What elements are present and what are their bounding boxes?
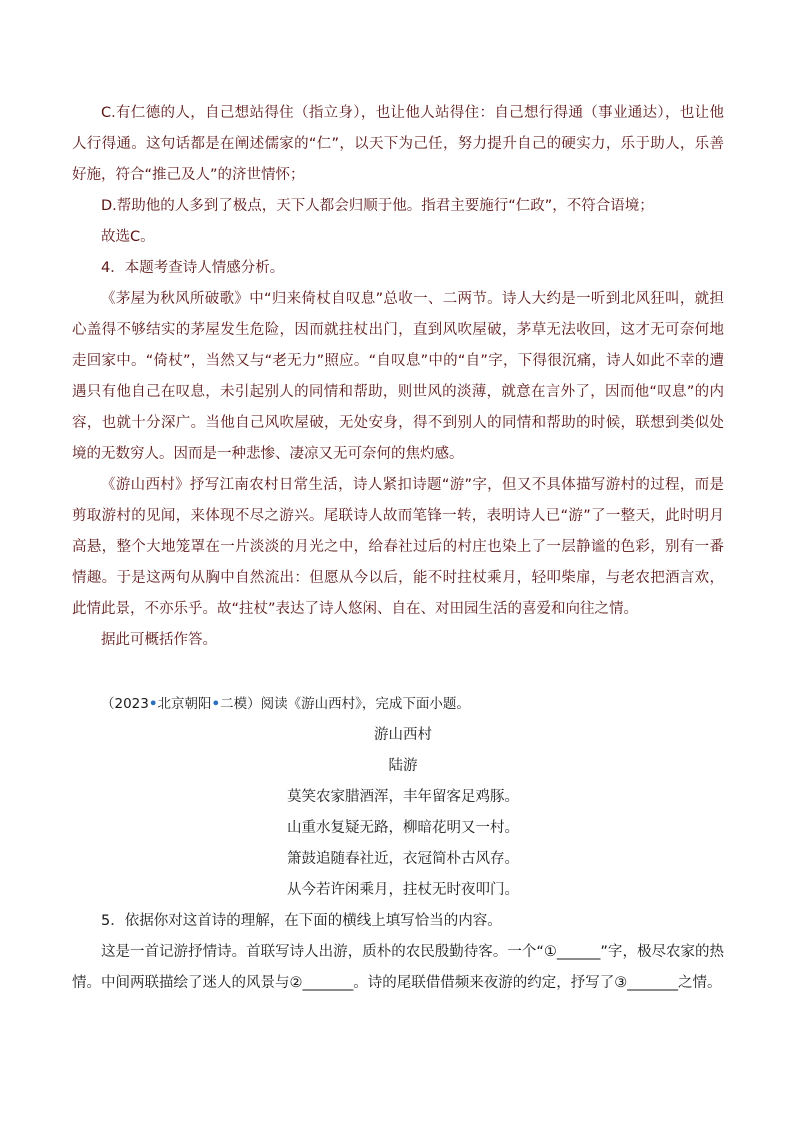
source-place: 北京朝阳 — [157, 696, 212, 712]
document-page — [72, 98, 724, 999]
q5-body-c: 。诗的尾联借借频来夜游的约定，抒写了 — [353, 975, 615, 991]
q4-closing: 据此可概括作答。 — [101, 632, 217, 648]
option-d-text: D.帮助他的人多到了极点，天下人都会归顺于他。指君主要施行“仁政”，不符合语境； — [101, 198, 654, 214]
poem-line-2: 山重水复疑无路，柳暗花明又一村。 — [287, 820, 519, 836]
question-source-line — [72, 689, 724, 720]
question-prompt: 阅读《游山西村》，完成下面小题。 — [260, 696, 470, 712]
section-gap — [72, 656, 724, 689]
q5-blank-3[interactable]: ③_______ — [614, 975, 678, 991]
q5-body-d: 之情。 — [678, 975, 722, 991]
poem-line-3: 箫鼓追随春社近，衣冠简朴古风存。 — [287, 851, 519, 867]
q5-body-a: 这是一首记游抒情诗。首联写诗人出游，质朴的农民殷勤待客。一个“ — [101, 944, 544, 960]
answer-conclusion: 故选C。 — [101, 229, 155, 245]
q5-header: 5．依据你对这首诗的理解，在下面的横线上填写恰当的内容。 — [101, 913, 502, 929]
source-open: （2023 — [101, 696, 149, 712]
q5-blank-1[interactable]: ①______ — [543, 944, 601, 960]
q4-analysis-paragraph-1: 《茅屋为秋风所破歌》中“归来倚杖自叹息”总收一、二两节。诗人大约是一听到北风狂叫，就担心盖得不够结实的茅屋发生危险，因而就拄杖出门，直到风吹屋破，茅草无法收回，这才无可奈何地走回家中。“倚杖”，当然又与“老无力”照应。“自叹息”中的“自”字，下得很沉痛，诗人如此不幸的遭遇只有他自己在叹息，未引起别人的同情和帮助，则世风的淡薄，就意在言外了，因而他“叹息”的内容，也就十分深广。当他自己风吹屋破，无处安身，得不到别人的同情和帮助的时候，联想到类似处境的无数穷人。因而是一种悲惨、凄凉又无可奈何的焦灼感。 — [72, 291, 724, 462]
q5-blank-2[interactable]: ②_______ — [289, 975, 354, 991]
poem-line-1: 莫笑农家腊酒浑，丰年留客足鸡豚。 — [287, 789, 519, 805]
q4-header: 4．本题考查诗人情感分析。 — [101, 260, 285, 276]
source-dot-2: • — [211, 696, 221, 712]
q4-analysis-paragraph-2: 《游山西村》抒写江南农村日常生活，诗人紧扣诗题“游”字，但又不具体描写游村的过程，而是剪取游村的见闻，来体现不尽之游兴。尾联诗人故而笔锋一转，表明诗人已“游”了一整天，此时明月高悬，整个大地笼罩在一片淡淡的月光之中，给春社过后的村庄也染上了一层静谧的色彩，别有一番情趣。于是这两句从胸中自然流出：但愿从今以后，能不时拄杖乘月，轻叩柴扉，与老农把酒言欢，此情此景，不亦乐乎。故“拄杖”表达了诗人悠闲、自在、对田园生活的喜爱和向往之情。 — [72, 477, 724, 617]
poem-line-4: 从今若许闲乘月，拄杖无时夜叩门。 — [287, 882, 519, 898]
q5-body-b: ”字，极尽农家的热情。中间两联描绘了迷人的风景与 — [72, 944, 725, 991]
source-dot-1: • — [148, 696, 158, 712]
poem-title: 游山西村 — [374, 727, 432, 743]
poem-author: 陆游 — [388, 758, 418, 774]
q5-body — [72, 937, 724, 999]
option-c-text: C.有仁德的人，自己想站得住（指立身），也让他人站得住：自己想行得通（事业通达），也让他人行得通。这句话都是在阐述儒家的“仁”，以天下为己任，努力提升自己的硬实力，乐于助人，乐善好施，符合“推己及人”的济世情怀； — [72, 105, 724, 183]
source-exam: 二模） — [220, 696, 261, 712]
